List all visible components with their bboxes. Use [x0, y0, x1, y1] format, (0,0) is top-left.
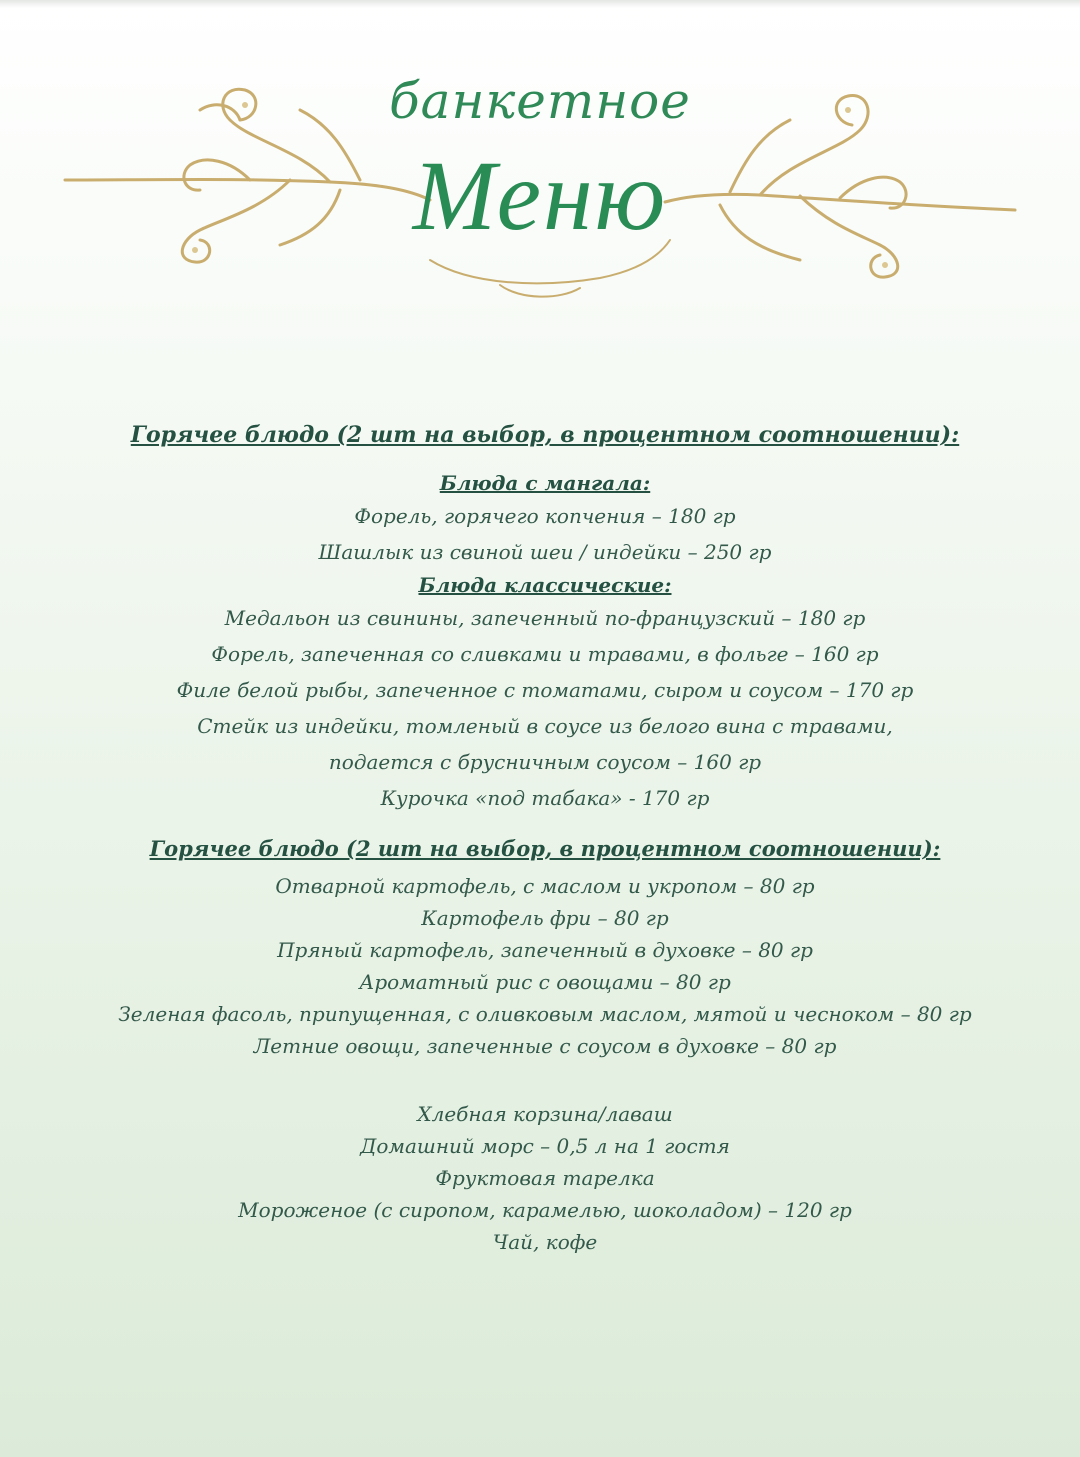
title-banketnoe: банкетное — [389, 72, 691, 130]
menu-item: Пряный картофель, запеченный в духовке – 80 гр — [277, 938, 813, 962]
top-strip — [0, 0, 1080, 8]
spacer — [40, 1062, 1050, 1098]
menu-item: Стейк из индейки, томленый в соусе из белого вина с травами, — [197, 714, 893, 738]
menu-item: Курочка «под табака» - 170 гр — [380, 786, 710, 810]
menu-item: Форель, горячего копчения – 180 гр — [354, 504, 736, 528]
section-1-heading: Горячее блюдо (2 шт на выбор, в процентном соотношении): — [130, 422, 960, 448]
extra-item: Фруктовая тарелка — [435, 1166, 655, 1190]
menu-item: Ароматный рис с овощами – 80 гр — [359, 970, 731, 994]
menu-item: Летние овощи, запеченные с соусом в духовке – 80 гр — [253, 1034, 837, 1058]
section-2-heading: Горячее блюдо (2 шт на выбор, в процентном соотношении): — [149, 836, 941, 861]
group-classic-title: Блюда классические: — [418, 573, 672, 597]
extra-item: Чай, кофе — [492, 1230, 598, 1254]
menu-item: Отварной картофель, с маслом и укропом – 80 гр — [275, 874, 815, 898]
menu-item: подается с брусничным соусом – 160 гр — [328, 750, 762, 774]
spacer — [40, 450, 1050, 468]
spacer — [40, 816, 1050, 834]
group-grill-title: Блюда с мангала: — [439, 471, 651, 495]
menu-item: Форель, запеченная со сливками и травами, в фольге – 160 гр — [211, 642, 879, 666]
extra-item: Домашний морс – 0,5 л на 1 гостя — [360, 1134, 730, 1158]
menu-item: Картофель фри – 80 гр — [421, 906, 669, 930]
menu-item: Медальон из свинины, запеченный по-французский – 180 гр — [224, 606, 866, 630]
menu-item: Зеленая фасоль, припущенная, с оливковым маслом, мятой и чесноком – 80 гр — [118, 1002, 972, 1026]
menu-content — [40, 420, 1050, 1258]
menu-item: Шашлык из свиной шеи / индейки – 250 гр — [318, 540, 772, 564]
title-menu: Меню — [412, 140, 668, 251]
menu-header — [0, 30, 1080, 300]
menu-item: Филе белой рыбы, запеченное с томатами, сыром и соусом – 170 гр — [176, 678, 914, 702]
extra-item: Хлебная корзина/лаваш — [417, 1102, 673, 1126]
extra-item: Мороженое (с сиропом, карамелью, шоколадом) – 120 гр — [238, 1198, 852, 1222]
